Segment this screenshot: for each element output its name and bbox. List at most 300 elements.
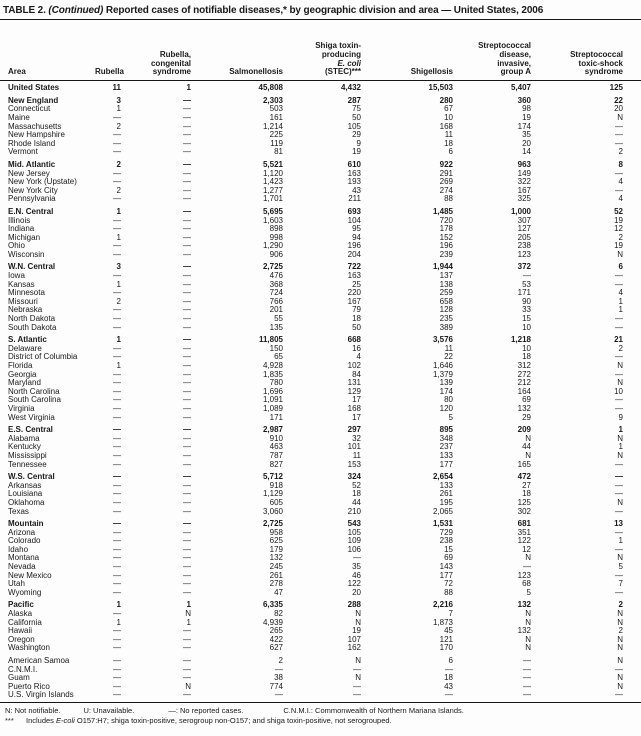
area-cell: Rhode Island xyxy=(8,139,56,148)
value-cell: 1,120 xyxy=(262,169,283,178)
value-cell: N xyxy=(617,610,623,619)
value-cell: 2 xyxy=(278,657,283,665)
value-cell: N xyxy=(525,434,531,443)
value-cell: N xyxy=(525,644,531,653)
value-cell: 29 xyxy=(352,131,361,140)
value-cell: — xyxy=(113,674,121,683)
value-cell: 4 xyxy=(356,353,361,362)
table-title xyxy=(0,0,641,20)
value-cell: 322 xyxy=(517,178,531,187)
value-cell: — xyxy=(183,563,191,572)
value-cell: 220 xyxy=(347,289,361,298)
value-cell: 272 xyxy=(517,370,531,379)
value-cell: — xyxy=(183,520,191,529)
title-text: Reported cases of notifiable diseases,* by geographic division and area — United States, 2006 xyxy=(103,5,544,16)
area-cell: Utah xyxy=(8,580,25,589)
area-cell: South Carolina xyxy=(8,396,61,405)
table-row xyxy=(0,529,641,538)
title-continued-text: (Continued) xyxy=(48,5,104,16)
value-cell: N xyxy=(617,674,623,683)
value-cell: 125 xyxy=(517,498,531,507)
table-row xyxy=(0,473,641,482)
value-cell: 69 xyxy=(522,396,531,405)
table-body xyxy=(0,81,641,700)
column-header-line: E. coli xyxy=(337,58,361,68)
value-cell: 165 xyxy=(517,460,531,469)
area-cell: District of Columbia xyxy=(8,353,78,362)
value-cell: 4,939 xyxy=(262,618,283,627)
value-cell: 2,725 xyxy=(262,263,283,272)
area-cell: Washington xyxy=(8,644,50,653)
value-cell: 33 xyxy=(522,306,531,315)
table-row xyxy=(0,435,641,444)
value-cell: 212 xyxy=(517,379,531,388)
value-cell: — xyxy=(113,507,121,516)
table-row xyxy=(0,379,641,388)
stec-footnote xyxy=(5,716,641,726)
value-cell: 168 xyxy=(439,122,453,131)
area-cell: W.N. Central xyxy=(8,263,56,272)
value-cell: 75 xyxy=(352,105,361,114)
value-cell: — xyxy=(615,571,623,580)
value-cell: 137 xyxy=(439,272,453,281)
value-cell: — xyxy=(523,272,531,281)
value-cell: 1 xyxy=(116,618,121,627)
value-cell: 261 xyxy=(439,490,453,499)
value-cell: 80 xyxy=(444,396,453,405)
value-cell: — xyxy=(615,507,623,516)
area-cell: Guam xyxy=(8,674,30,683)
value-cell: 1 xyxy=(116,362,121,370)
value-cell: — xyxy=(113,195,121,204)
value-cell: 1,129 xyxy=(262,490,283,499)
value-cell: 297 xyxy=(347,426,361,435)
value-cell: — xyxy=(615,588,623,597)
value-cell: 133 xyxy=(439,481,453,490)
value-cell: — xyxy=(183,225,191,234)
column-header-area xyxy=(0,20,95,81)
value-cell: 3,060 xyxy=(262,507,283,516)
value-cell: 163 xyxy=(347,272,361,281)
value-cell: 201 xyxy=(269,306,283,315)
value-cell: 46 xyxy=(352,571,361,580)
value-cell: 5,712 xyxy=(262,473,283,482)
value-cell: 6 xyxy=(448,148,453,157)
table-row xyxy=(0,289,641,298)
value-cell: — xyxy=(113,682,121,691)
value-cell: 45,808 xyxy=(258,83,283,93)
value-cell: 302 xyxy=(517,507,531,516)
area-cell: United States xyxy=(8,83,60,93)
value-cell: 205 xyxy=(517,233,531,242)
table-row xyxy=(0,161,641,170)
value-cell: N xyxy=(617,644,623,653)
table-row xyxy=(0,452,641,461)
table-row xyxy=(0,324,641,333)
table-row xyxy=(0,306,641,315)
value-cell: 998 xyxy=(269,233,283,242)
value-cell: — xyxy=(113,216,121,225)
value-cell: 4 xyxy=(618,289,623,298)
footnotes xyxy=(0,702,641,726)
value-cell: 658 xyxy=(439,297,453,306)
legend-line xyxy=(5,706,641,716)
value-cell: 238 xyxy=(439,537,453,546)
value-cell: 13 xyxy=(614,520,623,529)
table-row xyxy=(0,251,641,260)
value-cell: 348 xyxy=(439,434,453,443)
value-cell: — xyxy=(113,610,121,619)
column-header-line: Streptococcal xyxy=(478,41,531,50)
value-cell: — xyxy=(615,323,623,332)
value-cell: 210 xyxy=(347,507,361,516)
value-cell: — xyxy=(523,665,531,674)
value-cell: — xyxy=(183,280,191,289)
value-cell: — xyxy=(183,139,191,148)
value-cell: 827 xyxy=(269,460,283,469)
table-row xyxy=(0,272,641,281)
value-cell: 120 xyxy=(439,404,453,413)
area-cell: E.S. Central xyxy=(8,426,53,435)
value-cell: 237 xyxy=(439,443,453,452)
value-cell: 238 xyxy=(517,242,531,251)
value-cell: 6 xyxy=(618,263,623,272)
value-cell: 79 xyxy=(352,306,361,315)
area-cell: South Dakota xyxy=(8,323,57,332)
table-row xyxy=(0,388,641,397)
value-cell: 132 xyxy=(269,554,283,563)
area-cell: Oklahoma xyxy=(8,498,45,507)
value-cell: 170 xyxy=(439,644,453,653)
value-cell: 29 xyxy=(522,413,531,422)
table-row xyxy=(0,499,641,508)
table-row xyxy=(0,520,641,529)
value-cell: — xyxy=(615,131,623,140)
value-cell: 127 xyxy=(517,225,531,234)
value-cell: 16 xyxy=(352,344,361,353)
value-cell: 324 xyxy=(347,473,361,482)
value-cell: — xyxy=(113,563,121,572)
area-cell: Pennsylvania xyxy=(8,195,56,204)
area-cell: West Virginia xyxy=(8,413,55,422)
value-cell: — xyxy=(183,554,191,563)
area-cell: E.N. Central xyxy=(8,207,54,216)
value-cell: 5 xyxy=(618,563,623,572)
value-cell: — xyxy=(183,105,191,114)
value-cell: — xyxy=(113,691,121,700)
column-header-line: syndrome xyxy=(152,67,191,77)
area-cell: Oregon xyxy=(8,635,35,644)
value-cell: — xyxy=(183,434,191,443)
value-cell: 5 xyxy=(526,588,531,597)
value-cell: — xyxy=(615,272,623,281)
value-cell: 164 xyxy=(517,387,531,396)
value-cell: 693 xyxy=(347,207,361,216)
value-cell: — xyxy=(275,691,283,700)
value-cell: 149 xyxy=(517,169,531,178)
value-cell: 105 xyxy=(347,528,361,537)
value-cell: 1,696 xyxy=(262,387,283,396)
value-cell: 1 xyxy=(186,618,191,627)
value-cell: — xyxy=(183,344,191,353)
table-row xyxy=(0,298,641,307)
area-cell: Kentucky xyxy=(8,443,41,452)
value-cell: — xyxy=(615,353,623,362)
value-cell: 1 xyxy=(116,105,121,114)
value-cell: 18 xyxy=(522,490,531,499)
value-cell: — xyxy=(615,169,623,178)
area-cell: Montana xyxy=(8,554,40,563)
value-cell: 125 xyxy=(609,83,623,93)
area-cell: Nevada xyxy=(8,563,36,572)
value-cell: 150 xyxy=(269,344,283,353)
value-cell: 90 xyxy=(522,297,531,306)
table-row xyxy=(0,195,641,204)
value-cell: 1,603 xyxy=(262,216,283,225)
table-row xyxy=(0,644,641,653)
value-cell: — xyxy=(183,387,191,396)
legend-item: C.N.M.I.: Commonwealth of Northern Mariana Islands. xyxy=(283,705,464,715)
value-cell: 1,277 xyxy=(262,186,283,195)
value-cell: 280 xyxy=(439,96,453,105)
value-cell: 5 xyxy=(448,413,453,422)
value-cell: — xyxy=(183,242,191,251)
value-cell: 372 xyxy=(517,263,531,272)
value-cell: 32 xyxy=(352,434,361,443)
value-cell: 1 xyxy=(618,443,623,452)
value-cell: — xyxy=(353,554,361,563)
value-cell: 138 xyxy=(439,280,453,289)
table-row xyxy=(0,610,641,619)
value-cell: — xyxy=(113,434,121,443)
value-cell: — xyxy=(113,588,121,597)
value-cell: 245 xyxy=(269,563,283,572)
value-cell: 196 xyxy=(439,242,453,251)
value-cell: 9 xyxy=(356,139,361,148)
value-cell: 22 xyxy=(444,353,453,362)
value-cell: — xyxy=(113,306,121,315)
value-cell: — xyxy=(615,545,623,554)
value-cell: — xyxy=(183,263,191,272)
value-cell: N xyxy=(355,657,361,665)
value-cell: — xyxy=(113,520,121,529)
value-cell: — xyxy=(113,644,121,653)
value-cell: 15,503 xyxy=(428,83,453,93)
value-cell: — xyxy=(113,323,121,332)
footnote-text: Includes xyxy=(26,715,57,725)
value-cell: 774 xyxy=(269,682,283,691)
value-cell: 133 xyxy=(439,451,453,460)
area-cell: California xyxy=(8,618,42,627)
value-cell: — xyxy=(183,413,191,422)
value-cell: 1,089 xyxy=(262,404,283,413)
value-cell: N xyxy=(355,674,361,683)
value-cell: — xyxy=(113,131,121,140)
value-cell: 22 xyxy=(614,96,623,105)
value-cell: — xyxy=(615,460,623,469)
value-cell: 787 xyxy=(269,451,283,460)
area-cell: C.N.M.I. xyxy=(8,665,38,674)
area-cell: Kansas xyxy=(8,280,35,289)
value-cell: — xyxy=(183,588,191,597)
table-row xyxy=(0,666,641,675)
value-cell: 19 xyxy=(614,242,623,251)
value-cell: 1,379 xyxy=(432,370,453,379)
value-cell: — xyxy=(275,665,283,674)
table-row xyxy=(0,443,641,452)
value-cell: 720 xyxy=(439,216,453,225)
value-cell: — xyxy=(183,443,191,452)
value-cell: 1,531 xyxy=(432,520,453,529)
area-cell: Colorado xyxy=(8,537,41,546)
value-cell: 68 xyxy=(522,580,531,589)
value-cell: — xyxy=(183,460,191,469)
column-header-line: Salmonellosis xyxy=(229,67,283,77)
value-cell: 209 xyxy=(517,426,531,435)
value-cell: 18 xyxy=(352,490,361,499)
value-cell: 269 xyxy=(439,178,453,187)
value-cell: 5,521 xyxy=(262,160,283,169)
table-row xyxy=(0,674,641,683)
table-row xyxy=(0,482,641,491)
value-cell: — xyxy=(113,169,121,178)
column-header-line: syndrome xyxy=(584,67,623,77)
value-cell: — xyxy=(615,490,623,499)
value-cell: 177 xyxy=(439,571,453,580)
value-cell: — xyxy=(183,353,191,362)
value-cell: 898 xyxy=(269,225,283,234)
value-cell: 21 xyxy=(614,336,623,345)
value-cell: — xyxy=(615,404,623,413)
table-row xyxy=(0,546,641,555)
value-cell: N xyxy=(617,362,623,370)
value-cell: 4 xyxy=(618,178,623,187)
table-row xyxy=(0,123,641,132)
value-cell: — xyxy=(183,207,191,216)
value-cell: 476 xyxy=(269,272,283,281)
value-cell: 174 xyxy=(517,122,531,131)
value-cell: 163 xyxy=(347,169,361,178)
column-header-line: Rubella, xyxy=(159,49,191,59)
value-cell: 20 xyxy=(614,105,623,114)
value-cell: — xyxy=(183,297,191,306)
value-cell: — xyxy=(113,315,121,324)
value-cell: 94 xyxy=(352,233,361,242)
table-row xyxy=(0,619,641,628)
value-cell: — xyxy=(113,113,121,122)
column-header-line: Shigellosis xyxy=(410,67,453,77)
value-cell: — xyxy=(183,233,191,242)
value-cell: 278 xyxy=(269,580,283,589)
area-cell: North Carolina xyxy=(8,387,60,396)
column-header-line: Shiga toxin- xyxy=(315,41,361,50)
value-cell: — xyxy=(615,396,623,405)
value-cell: — xyxy=(183,545,191,554)
table-row xyxy=(0,657,641,666)
value-cell: 1,485 xyxy=(432,207,453,216)
value-cell: 472 xyxy=(517,473,531,482)
value-cell: — xyxy=(615,122,623,131)
value-cell: 19 xyxy=(352,148,361,157)
value-cell: — xyxy=(183,370,191,379)
value-cell: — xyxy=(183,635,191,644)
value-cell: 119 xyxy=(270,139,283,148)
value-cell: 1 xyxy=(186,83,191,93)
value-cell: 235 xyxy=(439,315,453,324)
value-cell: 11 xyxy=(112,83,121,93)
value-cell: — xyxy=(183,169,191,178)
value-cell: — xyxy=(183,537,191,546)
value-cell: N xyxy=(617,618,623,627)
table-row xyxy=(0,105,641,114)
value-cell: N xyxy=(617,554,623,563)
area-cell: Indiana xyxy=(8,225,35,234)
value-cell: 463 xyxy=(269,443,283,452)
value-cell: — xyxy=(113,451,121,460)
table-row xyxy=(0,461,641,470)
value-cell: 12 xyxy=(614,225,623,234)
value-cell: 82 xyxy=(274,610,283,619)
table-row xyxy=(0,589,641,598)
value-cell: 88 xyxy=(444,588,453,597)
table-row xyxy=(0,263,641,272)
value-cell: 95 xyxy=(352,225,361,234)
value-cell: 43 xyxy=(352,186,361,195)
value-cell: 84 xyxy=(352,370,361,379)
value-cell: — xyxy=(113,580,121,589)
value-cell: 171 xyxy=(269,413,283,422)
table-row xyxy=(0,81,641,93)
value-cell: 7 xyxy=(448,610,453,619)
value-cell: 123 xyxy=(517,571,531,580)
value-cell: — xyxy=(523,691,531,700)
value-cell: 55 xyxy=(274,315,283,324)
area-cell: Alaska xyxy=(8,610,33,619)
value-cell: 53 xyxy=(522,280,531,289)
area-cell: New Mexico xyxy=(8,571,52,580)
area-cell: Louisiana xyxy=(8,490,43,499)
value-cell: 98 xyxy=(522,105,531,114)
value-cell: — xyxy=(183,528,191,537)
value-cell: — xyxy=(113,657,121,665)
value-cell: 18 xyxy=(444,674,453,683)
value-cell: 12 xyxy=(522,545,531,554)
value-cell: 44 xyxy=(522,443,531,452)
value-cell: — xyxy=(183,580,191,589)
value-cell: 1 xyxy=(116,233,121,242)
table-row xyxy=(0,508,641,517)
column-header xyxy=(127,20,197,81)
area-cell: New England xyxy=(8,96,59,105)
value-cell: 45 xyxy=(444,627,453,636)
header-row xyxy=(0,20,641,81)
value-cell: — xyxy=(183,306,191,315)
value-cell: — xyxy=(113,627,121,636)
column-header-line: Streptococcal xyxy=(570,49,623,59)
value-cell: — xyxy=(113,404,121,413)
table-row xyxy=(0,563,641,572)
value-cell: — xyxy=(615,186,623,195)
value-cell: 681 xyxy=(517,520,531,529)
value-cell: — xyxy=(113,139,121,148)
value-cell: — xyxy=(353,665,361,674)
value-cell: 10 xyxy=(614,387,623,396)
value-cell: 766 xyxy=(269,297,283,306)
table-row xyxy=(0,683,641,692)
value-cell: — xyxy=(353,682,361,691)
value-cell: 239 xyxy=(439,250,453,259)
table-row xyxy=(0,315,641,324)
